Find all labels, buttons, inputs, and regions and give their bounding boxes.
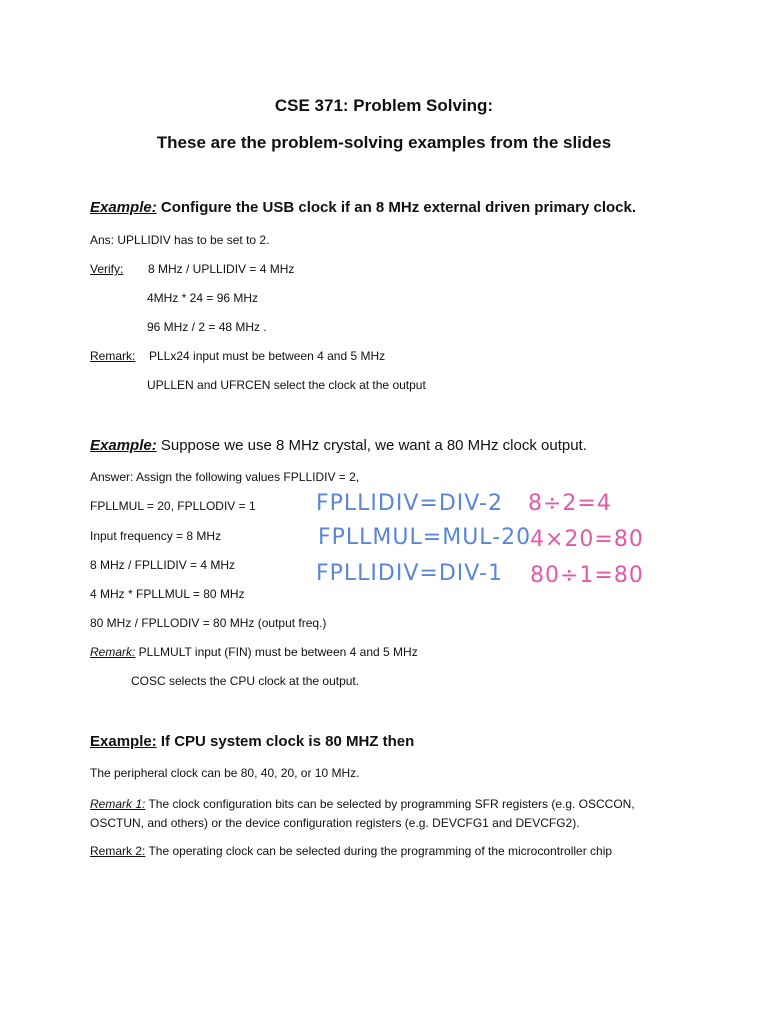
example2-remark-label: Remark: — [90, 645, 136, 659]
example3-remark1 — [90, 795, 690, 833]
example1-heading — [90, 199, 636, 216]
example2-line-1: FPLLMUL = 20, FPLLODIV = 1 — [90, 499, 256, 513]
example1-label: Example: — [90, 199, 157, 216]
example1-ans: Ans: UPLLIDIV has to be set to 2. — [90, 233, 270, 247]
handwritten-annotations — [300, 486, 680, 596]
example2-line-5: 80 MHz / FPLLODIV = 80 MHz (output freq.) — [90, 616, 327, 630]
example1-verify-1: 8 MHz / UPLLIDIV = 4 MHz — [148, 262, 295, 276]
example3-label: Example: — [90, 733, 157, 750]
example1-remark-row — [90, 349, 135, 363]
handwritten-blue-3: FPLLIDIV=DIV-1 — [316, 561, 503, 586]
example3-heading-text: If CPU system clock is 80 MHZ then — [156, 733, 415, 750]
verify-label: Verify: — [90, 262, 124, 276]
example2-label: Example: — [90, 437, 157, 454]
example2-answer: Answer: Assign the following values FPLLIDIV = 2, — [90, 470, 360, 484]
handwritten-pink-3: 80÷1=80 — [530, 563, 644, 588]
example1-verify-2: 4MHz * 24 = 96 MHz — [147, 291, 259, 305]
example1-verify-3: 96 MHz / 2 = 48 MHz . — [147, 320, 267, 334]
example1-remark-label: Remark: — [90, 349, 136, 363]
example1-heading-text: Configure the USB clock if an 8 MHz external driven primary clock. — [156, 199, 636, 216]
example3-line-1: The peripheral clock can be 80, 40, 20, or 10 MHz. — [90, 766, 360, 780]
handwritten-pink-1: 8÷2=4 — [528, 491, 612, 516]
page-subtitle: These are the problem-solving examples from the slides — [156, 133, 612, 152]
example2-heading-text: Suppose we use 8 MHz crystal, we want a 80 MHz clock output. — [156, 437, 587, 454]
example2-line-3: 8 MHz / FPLLIDIV = 4 MHz — [90, 558, 236, 572]
example1-remark-1: PLLx24 input must be between 4 and 5 MHz — [149, 349, 386, 363]
example2-line-4: 4 MHz * FPLLMUL = 80 MHz — [90, 587, 245, 601]
handwritten-blue-1: FPLLIDIV=DIV-2 — [316, 491, 503, 516]
example1-remark-2: UPLLEN and UFRCEN select the clock at the output — [147, 378, 426, 392]
handwritten-pink-2: 4×20=80 — [530, 527, 644, 552]
example2-remark-row — [90, 645, 418, 659]
example2-remark-1: PLLMULT input (FIN) must be between 4 and 5 MHz — [135, 645, 418, 659]
example2-heading — [90, 437, 587, 454]
example3-remark1-text: The clock configuration bits can be selected by programming SFR registers (e.g. OSCCON, OSCTUN, and others) or the device configuration registers (e.g. DEVCFG1 and DEVCFG2). — [90, 797, 635, 830]
example3-heading — [90, 733, 414, 750]
example3-remark2 — [90, 844, 612, 858]
example1-verify-row — [90, 262, 123, 276]
handwritten-blue-2: FPLLMUL=MUL-20 — [318, 525, 532, 550]
example2-remark-2: COSC selects the CPU clock at the output. — [131, 674, 360, 688]
page-title: CSE 371: Problem Solving: — [274, 96, 494, 115]
example3-remark2-label: Remark 2: — [90, 844, 146, 858]
example2-line-2: Input frequency = 8 MHz — [90, 529, 222, 543]
example3-remark2-text: The operating clock can be selected during the programming of the microcontroller chip — [145, 844, 613, 858]
example3-remark1-label: Remark 1: — [90, 797, 146, 811]
